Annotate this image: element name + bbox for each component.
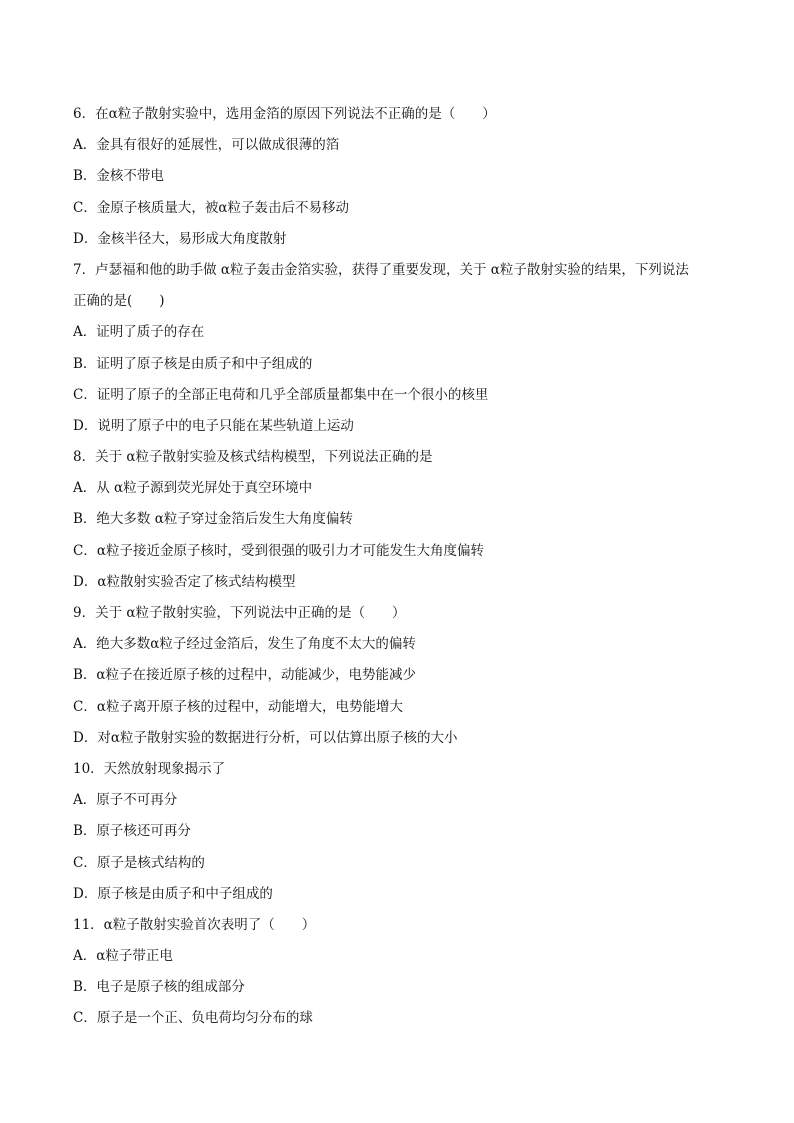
option-b: B．绝大多数 α粒子穿过金箔后发生大角度偏转 xyxy=(73,511,353,528)
question-stem: 10．天然放射现象揭示了 xyxy=(73,760,226,777)
option-c: C．原子是核式结构的 xyxy=(73,854,205,871)
question-7 xyxy=(73,255,723,442)
option-d: D．说明了原子中的电子只能在某些轨道上运动 xyxy=(73,417,354,434)
option-d: D．金核半径大，易形成大角度散射 xyxy=(73,230,287,247)
question-11 xyxy=(73,910,723,1035)
question-stem: 6．在α粒子散射实验中，选用金箔的原因下列说法不正确的是（ ） xyxy=(73,106,496,122)
option-a: A．证明了质子的存在 xyxy=(73,324,205,341)
option-b: B．α粒子在接近原子核的过程中，动能减少，电势能减少 xyxy=(73,667,417,684)
option-c: C．证明了原子的全部正电荷和几乎全部质量都集中在一个很小的核里 xyxy=(73,386,489,403)
option-a: A．从 α粒子源到荧光屏处于真空环境中 xyxy=(73,480,313,497)
option-c: C．金原子核质量大，被α粒子轰击后不易移动 xyxy=(73,199,349,216)
option-d: D．α粒散射实验否定了核式结构模型 xyxy=(73,573,296,590)
question-list xyxy=(73,99,723,1035)
question-9 xyxy=(73,598,723,754)
option-b: B．证明了原子核是由质子和中子组成的 xyxy=(73,355,313,372)
option-b: B．金核不带电 xyxy=(73,168,164,185)
option-c: C．α粒子接近金原子核时，受到很强的吸引力才可能发生大角度偏转 xyxy=(73,542,484,559)
option-a: A．绝大多数α粒子经过金箔后，发生了角度不太大的偏转 xyxy=(73,636,416,653)
option-c: C．原子是一个正、负电荷均匀分布的球 xyxy=(73,1010,313,1027)
question-8 xyxy=(73,442,723,598)
option-a: A．原子不可再分 xyxy=(73,792,178,809)
question-stem: 7．卢瑟福和他的助手做 α粒子轰击金箔实验，获得了重要发现，关于 α粒子散射实验的结果，下列说法 xyxy=(73,261,689,278)
question-stem: 11．α粒子散射实验首次表明了（ ） xyxy=(73,916,316,933)
question-stem-continued: 正确的是( ) xyxy=(73,293,165,310)
option-d: D．原子核是由质子和中子组成的 xyxy=(73,885,273,902)
question-stem: 8．关于 α粒子散射实验及核式结构模型，下列说法正确的是 xyxy=(73,449,433,466)
question-stem: 9．关于 α粒子散射实验，下列说法中正确的是（ ） xyxy=(73,605,406,621)
option-b: B．原子核还可再分 xyxy=(73,823,191,840)
option-c: C．α粒子离开原子核的过程中，动能增大，电势能增大 xyxy=(73,698,403,715)
option-a: A．金具有很好的延展性，可以做成很薄的箔 xyxy=(73,137,340,154)
option-d: D．对α粒子散射实验的数据进行分析，可以估算出原子核的大小 xyxy=(73,729,458,746)
question-10 xyxy=(73,754,723,910)
question-6 xyxy=(73,99,723,255)
option-a: A．α粒子带正电 xyxy=(73,948,173,965)
option-b: B．电子是原子核的组成部分 xyxy=(73,979,245,996)
